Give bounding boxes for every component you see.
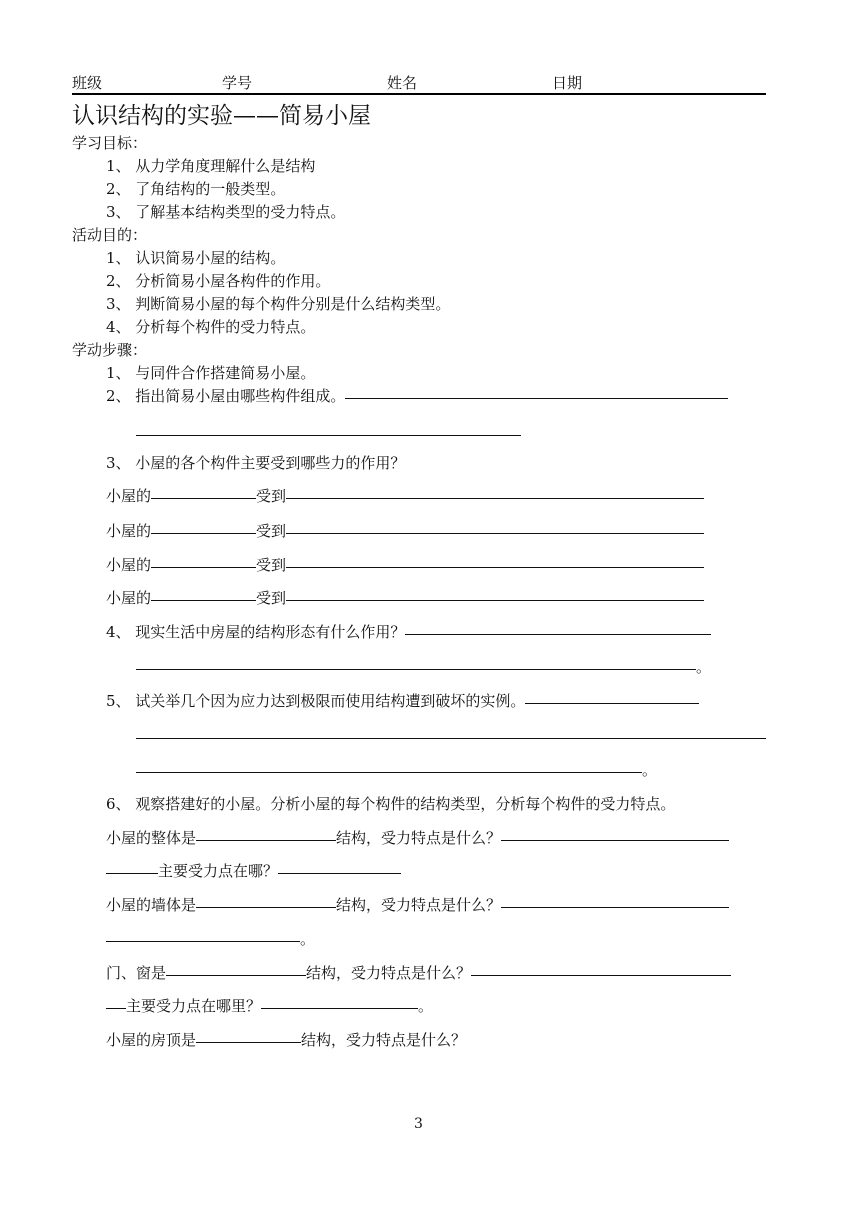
step-5 (106, 692, 699, 710)
answer-blank[interactable] (471, 975, 731, 976)
force-row-prefix: 小屋的 (106, 589, 152, 607)
structure-type-blank[interactable] (196, 907, 336, 908)
component-blank[interactable] (151, 567, 256, 568)
purpose-item: 3、 判断简易小屋的每个构件分别是什么结构类型。 (106, 295, 451, 313)
name-label: 姓名 (387, 74, 418, 92)
force-blank[interactable] (286, 498, 704, 499)
structure-question: 结构，受力特点是什么？ (336, 829, 502, 847)
wall-row-continuation (106, 930, 315, 948)
page-title: 认识结构的实验——简易小屋 (72, 103, 371, 129)
step-5-text: 5、 试关举几个因为应力达到极限而使用结构遭到破坏的实例。 (106, 692, 526, 710)
answer-blank[interactable] (278, 873, 401, 874)
class-label: 班级 (72, 74, 103, 92)
answer-blank[interactable] (501, 907, 729, 908)
structure-type-blank[interactable] (196, 1042, 301, 1043)
answer-blank[interactable] (261, 1008, 418, 1009)
period: 。 (418, 997, 434, 1015)
date-label: 日期 (552, 74, 583, 92)
step-2 (106, 387, 728, 405)
force-row (106, 522, 704, 540)
main-point-question: 主要受力点在哪？ (158, 862, 279, 880)
period: 。 (642, 761, 658, 779)
wall-row (106, 896, 729, 914)
page-number: 3 (414, 1116, 423, 1132)
structure-type-blank[interactable] (196, 840, 336, 841)
door-window-label: 门、窗是 (106, 964, 167, 982)
structure-question: 结构，受力特点是什么？ (336, 896, 502, 914)
goal-item: 1、 从力学角度理解什么是结构 (106, 157, 316, 175)
purpose-item: 4、 分析每个构件的受力特点。 (106, 318, 316, 336)
force-row-mid: 受到 (256, 522, 287, 540)
step-4-text: 4、 现实生活中房屋的结构形态有什么作用？ (106, 623, 406, 641)
roof-label: 小屋的房顶是 (106, 1031, 197, 1049)
main-point-question: 主要受力点在哪里？ (126, 997, 262, 1015)
force-blank[interactable] (286, 567, 704, 568)
door-window-continuation (106, 997, 433, 1015)
whole-row-continuation (106, 862, 401, 880)
structure-type-blank[interactable] (166, 975, 306, 976)
force-row-mid: 受到 (256, 589, 287, 607)
step-5-continuation (136, 727, 766, 745)
step-5-continuation (136, 761, 657, 779)
answer-blank[interactable] (136, 669, 696, 670)
force-row (106, 487, 704, 505)
whole-row (106, 829, 729, 847)
purpose-item: 1、 认识简易小屋的结构。 (106, 249, 286, 267)
door-window-row (106, 964, 731, 982)
period: 。 (696, 658, 712, 676)
answer-blank[interactable] (525, 703, 699, 704)
header-rule (72, 93, 766, 95)
answer-blank[interactable] (106, 941, 300, 942)
period: 。 (300, 930, 316, 948)
answer-blank[interactable] (136, 435, 521, 436)
component-blank[interactable] (151, 498, 256, 499)
purpose-heading: 活动目的： (72, 226, 148, 244)
force-row-prefix: 小屋的 (106, 556, 152, 574)
force-row (106, 589, 704, 607)
wall-label: 小屋的墙体是 (106, 896, 197, 914)
force-row-mid: 受到 (256, 487, 287, 505)
answer-blank[interactable] (136, 772, 642, 773)
steps-heading: 学动步骤： (72, 341, 148, 359)
component-blank[interactable] (151, 600, 256, 601)
force-row-prefix: 小屋的 (106, 487, 152, 505)
answer-blank[interactable] (405, 634, 711, 635)
step-3: 3、 小屋的各个构件主要受到哪些力的作用？ (106, 454, 406, 472)
structure-question: 结构，受力特点是什么？ (306, 964, 472, 982)
purpose-item: 2、 分析简易小屋各构件的作用。 (106, 272, 331, 290)
structure-question: 结构，受力特点是什么？ (301, 1031, 467, 1049)
step-1: 1、 与同件合作搭建简易小屋。 (106, 364, 316, 382)
whole-label: 小屋的整体是 (106, 829, 197, 847)
answer-blank[interactable] (501, 840, 729, 841)
force-blank[interactable] (286, 600, 704, 601)
goals-heading: 学习目标： (72, 134, 148, 152)
step-4-continuation (136, 658, 711, 676)
answer-blank[interactable] (106, 1008, 126, 1009)
component-blank[interactable] (151, 533, 256, 534)
step-2-continuation (136, 424, 521, 442)
step-6: 6、 观察搭建好的小屋。分析小屋的每个构件的结构类型，分析每个构件的受力特点。 (106, 795, 676, 813)
goal-item: 3、 了解基本结构类型的受力特点。 (106, 203, 346, 221)
force-blank[interactable] (286, 533, 704, 534)
student-id-label: 学号 (222, 74, 253, 92)
step-4 (106, 623, 711, 641)
answer-blank[interactable] (106, 873, 158, 874)
answer-blank[interactable] (345, 398, 728, 399)
force-row-prefix: 小屋的 (106, 522, 152, 540)
roof-row (106, 1031, 466, 1049)
goal-item: 2、 了角结构的一般类型。 (106, 180, 286, 198)
force-row (106, 556, 704, 574)
answer-blank[interactable] (136, 738, 766, 739)
step-2-text: 2、 指出简易小屋由哪些构件组成。 (106, 387, 346, 405)
force-row-mid: 受到 (256, 556, 287, 574)
